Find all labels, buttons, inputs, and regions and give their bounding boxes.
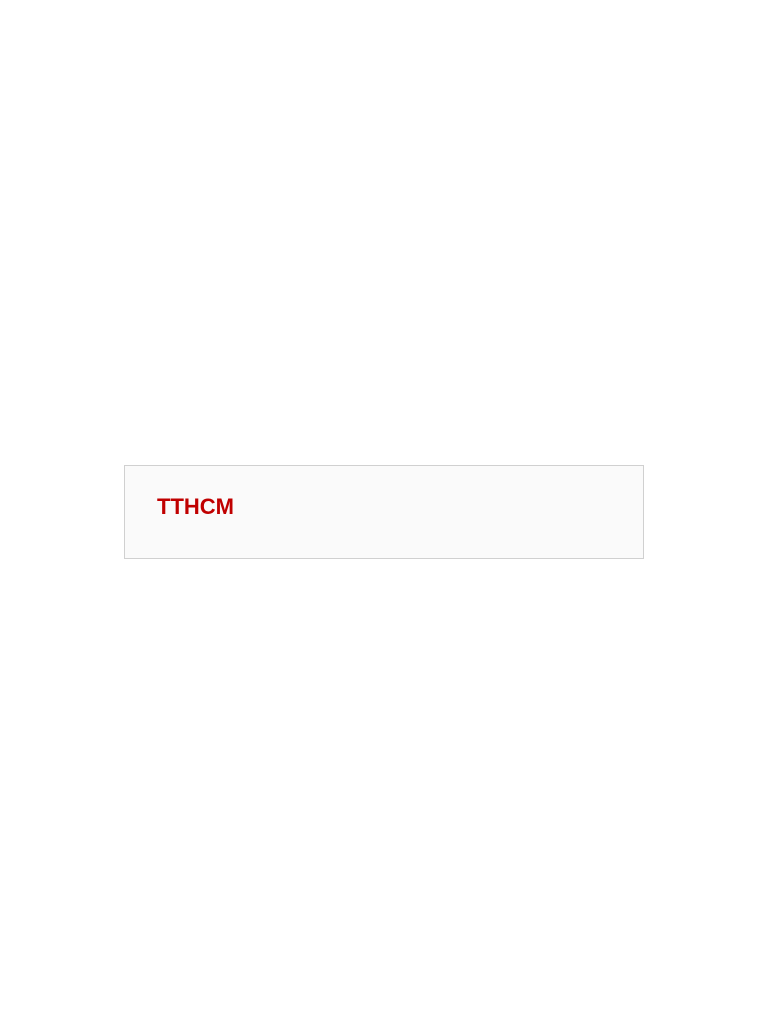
page-title: TTHCM <box>157 494 234 519</box>
placeholder-card <box>124 465 644 559</box>
